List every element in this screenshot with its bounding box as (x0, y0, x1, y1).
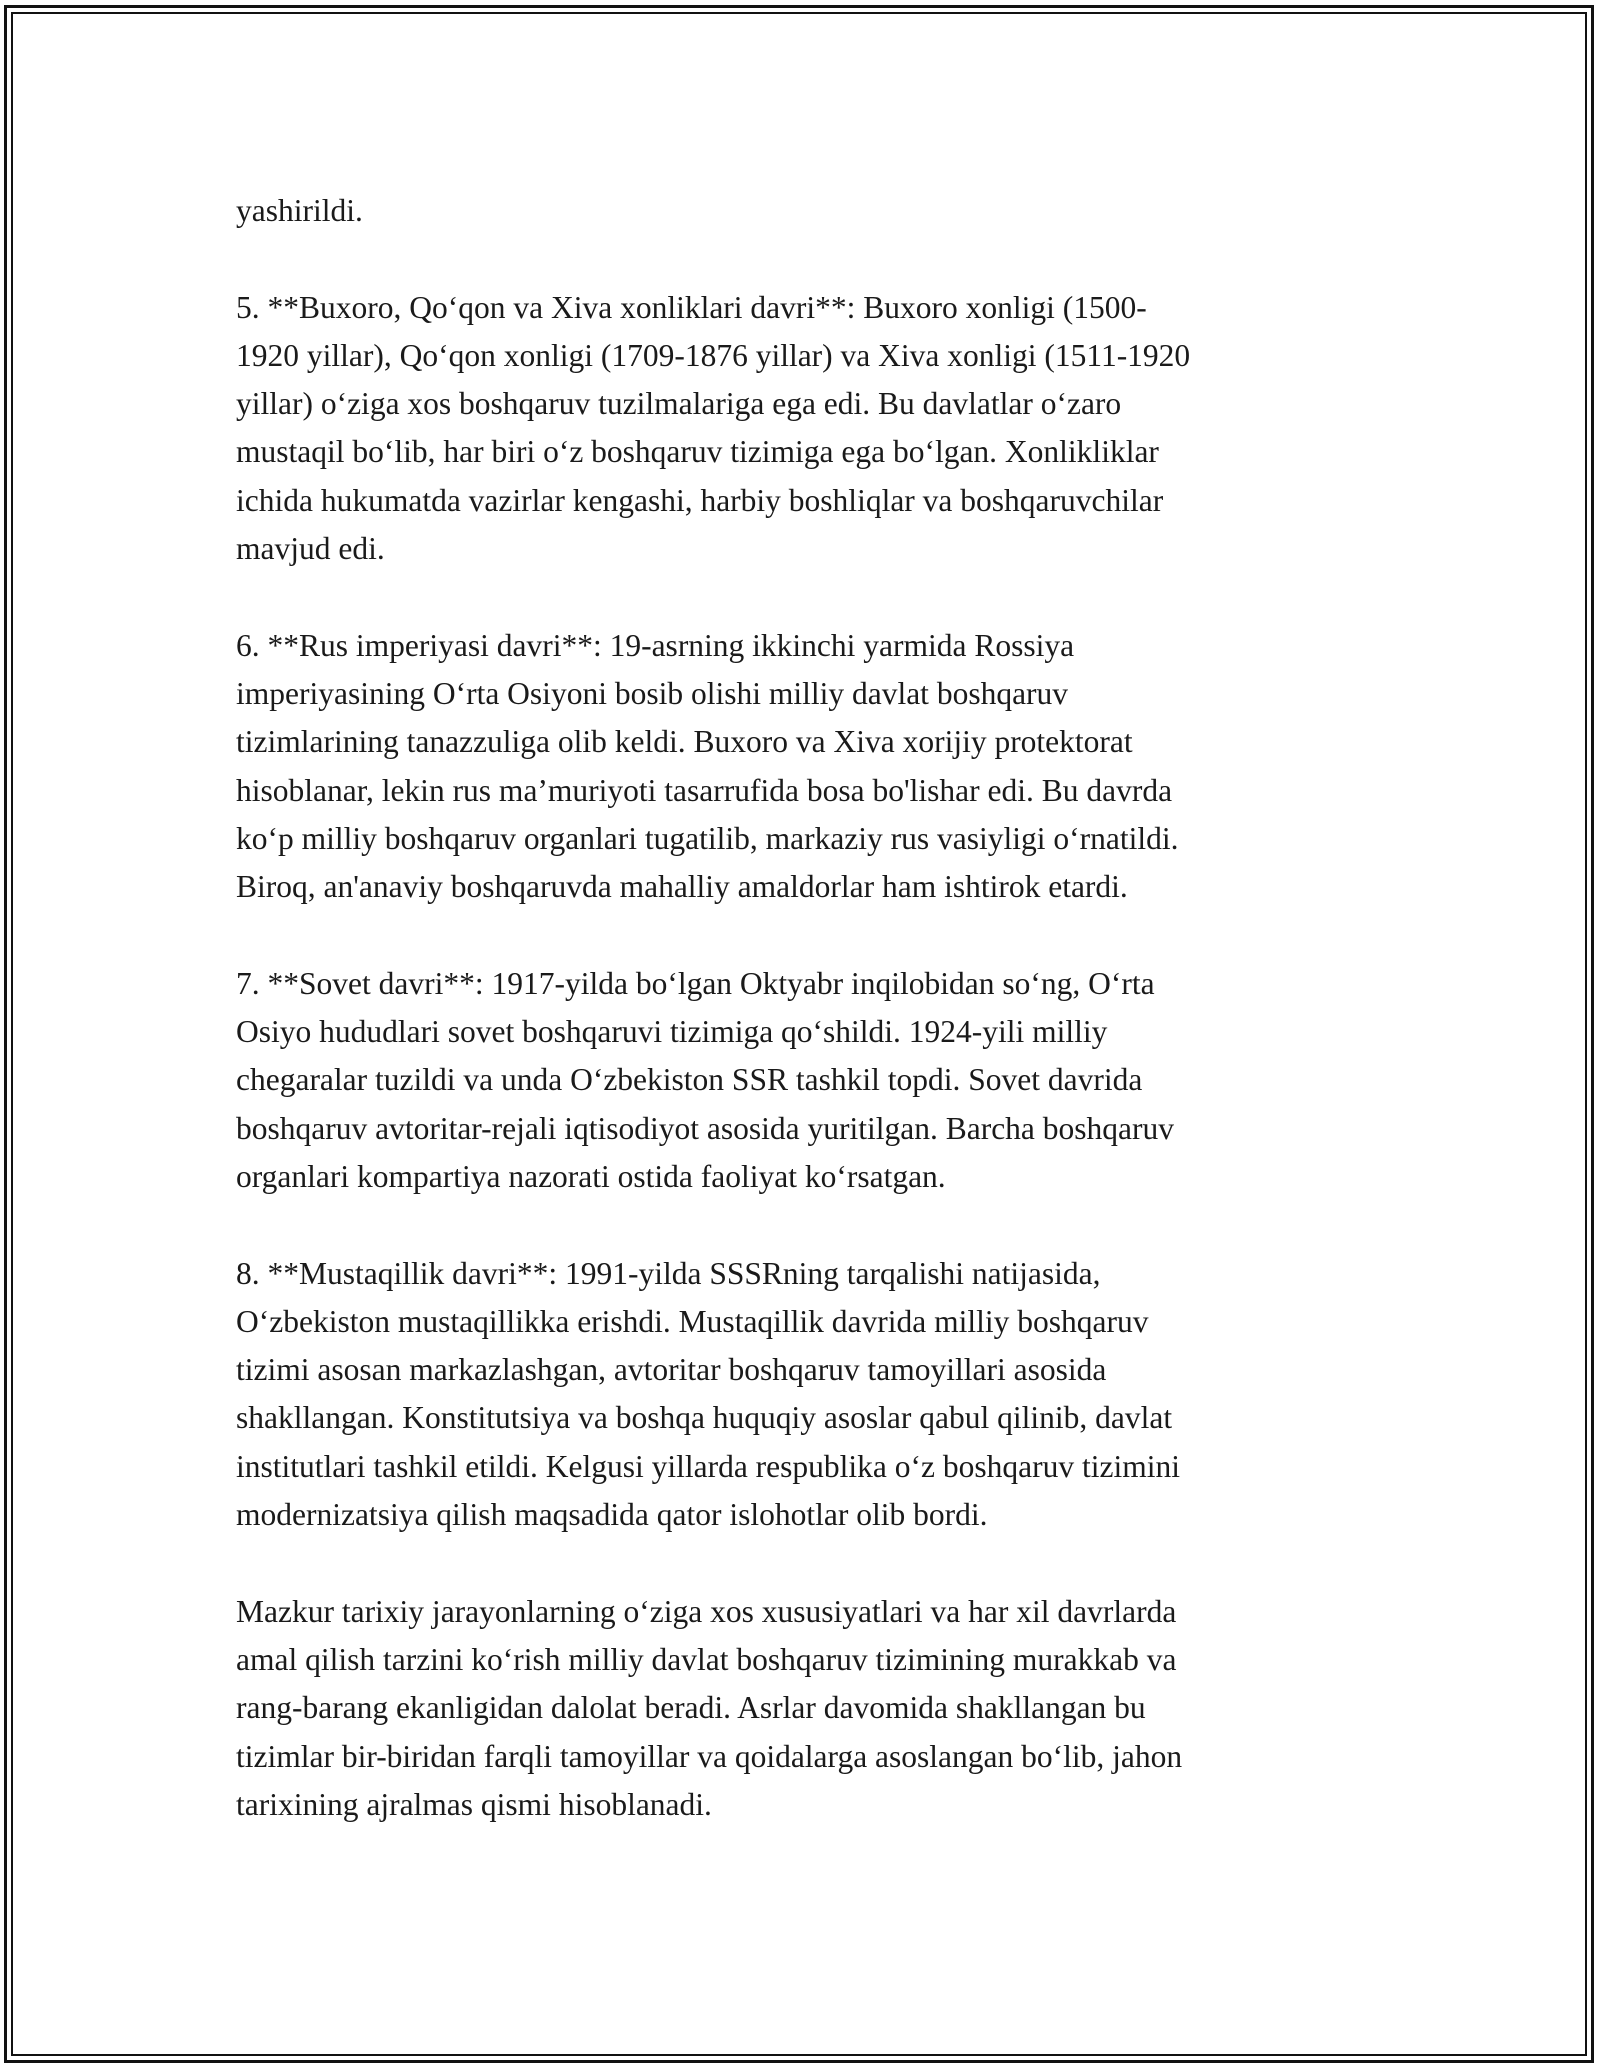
paragraph-independence-period: 8. **Mustaqillik davri**: 1991-yilda SSSRning tarqalishi natijasida, O‘zbekiston mustaqillikka erishdi. Mustaqillik davrida milliy boshqaruv tizimi asosan markazlashgan, avtoritar boshqaruv tamoyillari asosida shakllangan. Konstitutsiya va boshqa huquqiy asoslar qabul qilinib, davlat institutlari tashkil etildi. Kelgusi yillarda respublika o‘z boshqaruv tizimini modernizatsiya qilish maqsadida qator islohotlar olib bordi. (236, 1255, 1180, 1533)
paragraph-russian-empire-period: 6. **Rus imperiyasi davri**: 19-asrning ikkinchi yarmida Rossiya imperiyasining O‘rta Osiyoni bosib olishi milliy davlat boshqaruv tizimlarining tanazzuliga olib keldi. Buxoro va Xiva xorijiy protektorat hisoblanar, lekin rus ma’muriyoti tasarrufida bosa bo'lishar edi. Bu davrda ko‘p milliy boshqaruv organlari tugatilib, markaziy rus vasiyligi o‘rnatildi. Biroq, an'anaviy boshqaruvda mahalliy amaldorlar ham ishtirok etardi. (236, 627, 1179, 905)
paragraph-conclusion: Mazkur tarixiy jarayonlarning o‘ziga xos xususiyatlari va har xil davrlarda amal qilish tarzini ko‘rish milliy davlat boshqaruv tizimining murakkab va rang-barang ekanligidan dalolat beradi. Asrlar davomida shakllangan bu tizimlar bir-biridan farqli tamoyillar va qoidalarga asoslangan bo‘lib, jahon tarixining ajralmas qismi hisoblanadi. (236, 1593, 1183, 1822)
paragraph-khanates-period: 5. **Buxoro, Qo‘qon va Xiva xonliklari davri**: Buxoro xonligi (1500- 1920 yillar), Qo‘qon xonligi (1709-1876 yillar) va Xiva xonligi (1511-1920 yillar) o‘ziga xos boshqaruv tuzilmalariga ega edi. Bu davlatlar o‘zaro mustaqil bo‘lib, har biri o‘z boshqaruv tizimiga ega bo‘lgan. Xonlikliklar ichida hukumatda vazirlar kengashi, harbiy boshliqlar va boshqaruvchilar mavjud edi. (236, 289, 1191, 567)
paragraph-soviet-period: 7. **Sovet davri**: 1917-yilda bo‘lgan Oktyabr inqilobidan so‘ng, O‘rta Osiyo hududlari sovet boshqaruvi tizimiga qo‘shildi. 1924-yili milliy chegaralar tuzildi va unda O‘zbekiston SSR tashkil topdi. Sovet davrida boshqaruv avtoritar-rejali iqtisodiyot asosida yuritilgan. Barcha boshqaruv organlari kompartiya nazorati ostida faoliyat ko‘rsatgan. (236, 965, 1175, 1194)
document-body (236, 187, 1366, 1829)
paragraph-continuation: yashirildi. (236, 193, 363, 228)
